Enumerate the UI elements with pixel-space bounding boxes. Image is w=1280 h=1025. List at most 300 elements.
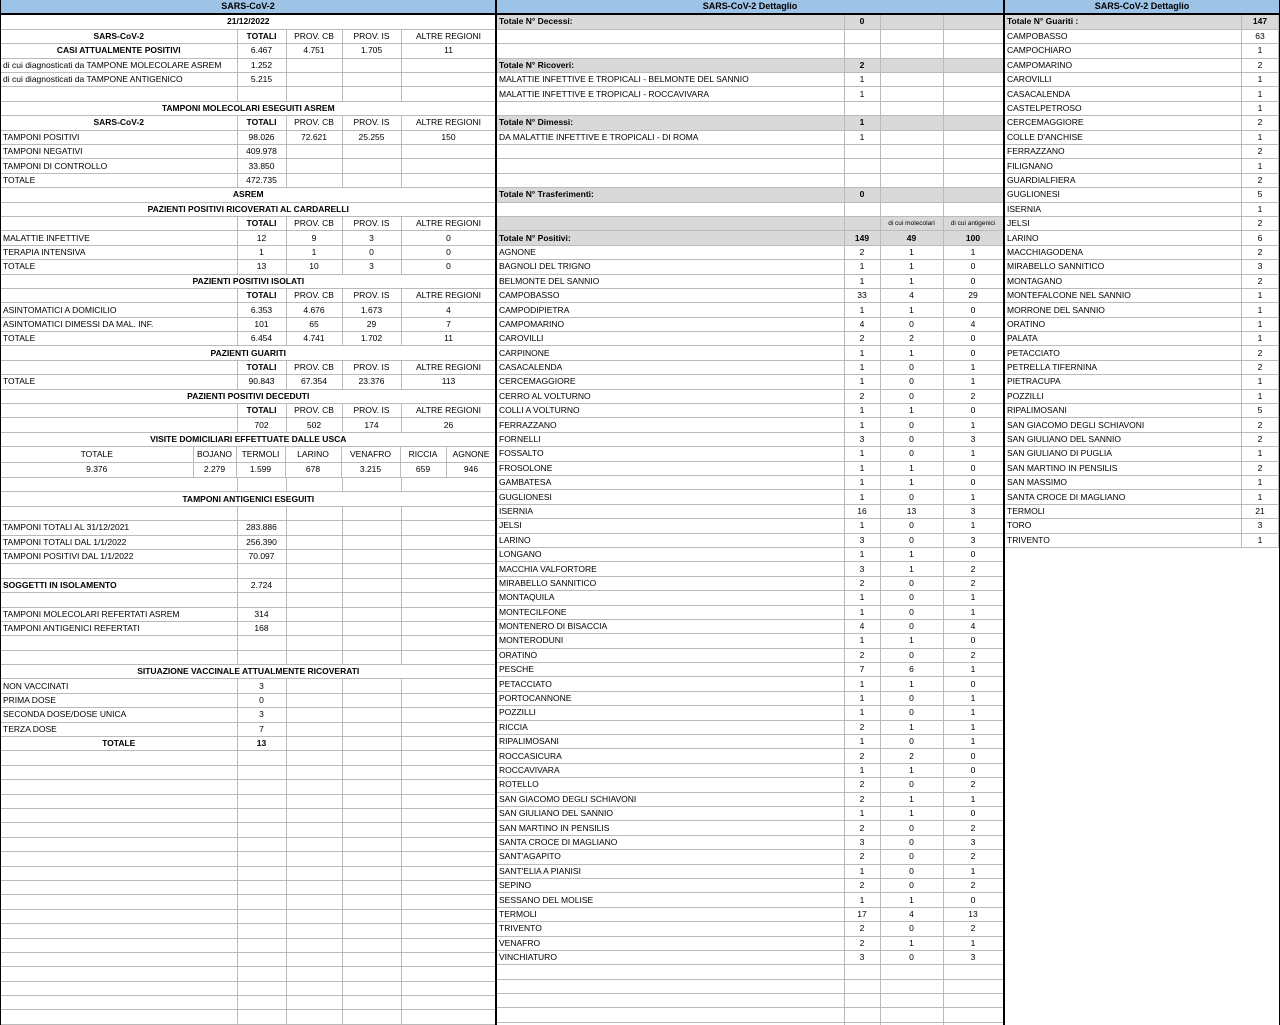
table-cell: TAMPONI TOTALI AL 31/12/2021 [1,521,237,535]
comune-row [497,735,1003,749]
comune-row [497,332,1003,346]
table-cell: di cui diagnosticati da TAMPONE MOLECOLARE ASREM [1,58,237,72]
table-cell: 314 [237,607,286,621]
table-cell: 17 [844,907,880,921]
table-cell [844,216,880,230]
comune-row [497,936,1003,950]
table-cell [342,173,401,187]
table-cell: CASACALENDA [1005,87,1241,101]
table-cell: SANTA CROCE DI MAGLIANO [497,835,844,849]
table-cell [401,506,496,520]
table-cell: 7 [401,317,496,331]
table-cell: CASACALENDA [497,360,844,374]
table-cell: 0 [943,461,1003,475]
total-row [497,188,1003,202]
table-cell: 1 [1241,317,1278,331]
table-cell [237,952,286,966]
table-cell: TAMPONI POSITIVI DAL 1/1/2022 [1,549,237,563]
table-cell [286,952,342,966]
table-cell: 2 [943,778,1003,792]
table-cell [342,880,401,894]
table-cell [342,535,401,549]
table-cell: TOTALI [237,29,286,43]
summary-panel [0,0,497,1025]
comune-row [497,519,1003,533]
table-row [1,58,496,72]
table-cell: 2 [1241,346,1278,360]
table-cell: SAN MARTINO IN PENSILIS [497,821,844,835]
table-cell: TRIVENTO [497,922,844,936]
table-cell: 0 [880,375,943,389]
comune-row [497,691,1003,705]
table-cell: 0 [401,245,496,259]
table-cell: TAMPONI NEGATIVI [1,145,237,159]
blank-row [1,808,496,822]
table-cell [1,478,237,492]
table-cell: TOTALI [237,404,286,418]
table-cell: 5.215 [237,73,286,87]
table-cell: GUGLIONESI [1005,188,1241,202]
table-cell: PETRELLA TIFERNINA [1005,360,1241,374]
table-cell: 1 [1241,332,1278,346]
table-cell: 2 [844,878,880,892]
table-cell [286,794,342,808]
table-cell [342,924,401,938]
table-cell: 1 [880,806,943,820]
table-cell [342,578,401,592]
table-cell: CARPINONE [497,346,844,360]
usca-value: VENAFRO [341,447,400,461]
table-row [1,418,496,432]
table-cell [401,549,496,563]
table-cell [237,924,286,938]
table-cell: 1 [880,476,943,490]
table-cell [497,44,844,58]
blank-row [1,650,496,664]
table-cell [401,751,496,765]
table-cell: 1 [943,720,1003,734]
blank-row [1,506,496,520]
blank-row [1,952,496,966]
table-cell: MONTEFALCONE NEL SANNIO [1005,288,1241,302]
table-cell [342,996,401,1010]
table-cell [844,29,880,43]
table-cell: 3 [943,504,1003,518]
table-cell [943,116,1003,130]
table-cell: 4.751 [286,44,342,58]
table-cell [401,650,496,664]
table-cell [844,159,880,173]
table-cell [342,159,401,173]
table-cell: 0 [880,778,943,792]
table-cell: PIETRACUPA [1005,375,1241,389]
table-cell: PETACCIATO [1005,346,1241,360]
table-cell: 23.376 [342,375,401,389]
table-cell [342,58,401,72]
table-cell: 2 [844,389,880,403]
table-cell: 6.353 [237,303,286,317]
table-cell [1,808,237,822]
usca-value: LARINO [285,447,341,461]
usca-value: 659 [400,463,446,477]
blank-row [1,593,496,607]
table-cell: 3 [342,231,401,245]
blank-row [1,895,496,909]
table-cell: TOTALI [237,288,286,302]
table-cell: MIRABELLO SANNITICO [497,576,844,590]
table-cell: ROTELLO [497,778,844,792]
table-cell: PROV. IS [342,29,401,43]
table-cell: 4 [943,619,1003,633]
header-row [1,288,496,302]
table-cell [342,87,401,101]
table-cell: 3 [844,562,880,576]
table-cell: 2 [943,878,1003,892]
table-cell: 1 [844,375,880,389]
table-cell [1,967,237,981]
table-cell [342,780,401,794]
comune-row [1005,389,1279,403]
table-cell [286,636,342,650]
table-cell: 21 [1241,504,1278,518]
comune-row [1005,130,1279,144]
table-cell: 7 [844,663,880,677]
usca-cell [1,462,496,477]
table-cell [286,722,342,736]
table-cell [286,650,342,664]
table-cell: 3 [237,708,286,722]
table-cell: GAMBATESA [497,476,844,490]
table-cell [497,1008,844,1022]
comune-row [497,461,1003,475]
table-cell: TOTALE [1,332,237,346]
table-cell: RICCIA [497,720,844,734]
comune-row [497,432,1003,446]
table-cell: SANTA CROCE DI MAGLIANO [1005,490,1241,504]
comune-row [1005,346,1279,360]
table-cell: 1 [943,375,1003,389]
table-cell: 1 [943,490,1003,504]
section-row [1,665,496,679]
table-cell [1,823,237,837]
table-cell: di cui antigenici [943,216,1003,230]
table-row [1,621,496,635]
table-cell [401,535,496,549]
table-cell [880,101,943,115]
table-cell [237,636,286,650]
usca-value: 2.279 [193,463,236,477]
table-cell [286,621,342,635]
blank-row [1,909,496,923]
table-cell: 2 [943,562,1003,576]
table-cell: 0 [880,835,943,849]
table-cell: 2 [1241,245,1278,259]
table-cell: 6 [1241,231,1278,245]
table-cell: 2 [844,821,880,835]
table-cell [237,823,286,837]
blank-row [1,1010,496,1024]
table-cell: PROV. IS [342,216,401,230]
table-row [1,245,496,259]
comune-row [1005,202,1279,216]
table-row [1,173,496,187]
table-cell: MIRABELLO SANNITICO [1005,260,1241,274]
table-cell: MACCHIA VALFORTORE [497,562,844,576]
table-cell [1,895,237,909]
blank-row [1,837,496,851]
table-cell [342,506,401,520]
table-cell: 0 [342,245,401,259]
table-cell [943,188,1003,202]
table-cell [342,621,401,635]
comune-row [497,778,1003,792]
table-cell: 2 [943,850,1003,864]
table-cell [880,965,943,979]
table-cell: 13 [880,504,943,518]
comune-row [497,389,1003,403]
table-cell [286,808,342,822]
table-cell: 6 [880,663,943,677]
table-cell: 1 [844,130,880,144]
table-cell [943,29,1003,43]
positivi-header-row [497,216,1003,230]
table-cell: 49 [880,231,943,245]
table-cell [237,751,286,765]
table-cell [1,1010,237,1024]
table-cell: 149 [844,231,880,245]
table-cell: 29 [342,317,401,331]
table-cell: 3 [844,835,880,849]
table-cell [401,967,496,981]
table-cell: MALATTIE INFETTIVE E TROPICALI - ROCCAVIVARA [497,87,844,101]
comune-row [1005,303,1279,317]
table-cell: 5 [1241,404,1278,418]
table-cell: CAMPOBASSO [497,288,844,302]
table-cell: Totale N° Guariti : [1005,15,1241,29]
table-cell [286,506,342,520]
table-cell: 1 [844,404,880,418]
table-cell [401,636,496,650]
table-cell [1,87,237,101]
table-cell [1,418,237,432]
table-cell [286,693,342,707]
blank-row [1,794,496,808]
table-cell [880,159,943,173]
table-cell: ISERNIA [1005,202,1241,216]
table-cell [1,981,237,995]
table-cell: TOTALE [1,173,237,187]
table-cell: MACCHIAGODENA [1005,245,1241,259]
table-cell [880,58,943,72]
table-cell: 1 [844,260,880,274]
table-cell [880,116,943,130]
comune-row [497,547,1003,561]
table-cell: LONGANO [497,547,844,561]
table-cell: 2 [1241,173,1278,187]
table-cell [1,216,237,230]
table-cell [880,44,943,58]
table-cell: ALTRE REGIONI [401,360,496,374]
section-row [1,15,496,29]
table-cell [401,852,496,866]
table-cell: 256.390 [237,535,286,549]
table-cell [943,1008,1003,1022]
table-cell: SAN GIULIANO DEL SANNIO [497,806,844,820]
table-cell: 1 [943,792,1003,806]
table-cell [497,202,844,216]
table-cell [342,679,401,693]
table-cell: 2 [943,648,1003,662]
blank-row [1,823,496,837]
table-cell: TERMOLI [497,907,844,921]
table-cell [1,636,237,650]
table-cell: 0 [880,950,943,964]
comune-row [1005,145,1279,159]
table-cell: 0 [943,404,1003,418]
table-cell: 1 [1241,303,1278,317]
table-cell: 13 [237,260,286,274]
total-row [497,116,1003,130]
table-cell [237,478,286,492]
table-cell: 4.741 [286,332,342,346]
table-cell: 1 [844,677,880,691]
comune-row [1005,29,1279,43]
table-cell: BAGNOLI DEL TRIGNO [497,260,844,274]
section-title: PAZIENTI POSITIVI DECEDUTI [1,389,496,403]
comune-row [1005,188,1279,202]
table-cell: 1.702 [342,332,401,346]
table-cell: 70.097 [237,549,286,563]
blank-row [497,202,1003,216]
table-cell: PROV. IS [342,288,401,302]
table-cell: TAMPONI MOLECOLARI REFERTATI ASREM [1,607,237,621]
table-cell [401,866,496,880]
table-cell: 3 [844,533,880,547]
table-cell: TAMPONI POSITIVI [1,130,237,144]
section-row [1,432,496,446]
table-cell [342,751,401,765]
table-cell: ALTRE REGIONI [401,216,496,230]
table-cell [943,202,1003,216]
table-cell [342,909,401,923]
table-cell: PROV. IS [342,116,401,130]
table-cell: 1 [943,418,1003,432]
table-cell: FERRAZZANO [497,418,844,432]
comune-row [497,360,1003,374]
table-cell: 1.252 [237,58,286,72]
table-row [1,317,496,331]
table-cell [1,952,237,966]
usca-value: 1.599 [236,463,285,477]
table-cell: 72.621 [286,130,342,144]
section-row [1,346,496,360]
table-cell: SANT'AGAPITO [497,850,844,864]
table-cell [237,938,286,952]
table-cell [342,794,401,808]
table-cell: SEPINO [497,878,844,892]
table-cell: PROV. CB [286,288,342,302]
comune-row [1005,44,1279,58]
table-cell: 283.886 [237,521,286,535]
comune-row [1005,490,1279,504]
table-cell [401,578,496,592]
comune-row [1005,159,1279,173]
table-cell: 0 [880,691,943,705]
table-row [1,607,496,621]
comune-row [1005,101,1279,115]
table-cell: 1 [286,245,342,259]
table-cell: SAN GIULIANO DEL SANNIO [1005,432,1241,446]
section-title: PAZIENTI POSITIVI RICOVERATI AL CARDARELLI [1,202,496,216]
table-row [1,521,496,535]
usca-value: 9.376 [1,463,193,477]
table-cell [342,593,401,607]
table-cell [401,880,496,894]
comune-row [497,663,1003,677]
guariti-total-row [1005,15,1279,29]
section-row [1,101,496,115]
table-cell: RIPALIMOSANI [1005,404,1241,418]
table-cell: POZZILLI [1005,389,1241,403]
table-cell: 2 [844,648,880,662]
table-cell: 7 [237,722,286,736]
table-cell [286,607,342,621]
table-cell [342,549,401,563]
table-cell: 1 [237,245,286,259]
table-cell: 2 [844,749,880,763]
table-cell: 409.978 [237,145,286,159]
table-cell [237,808,286,822]
table-cell: JELSI [497,519,844,533]
section-row [1,389,496,403]
table-cell: VENAFRO [497,936,844,950]
table-cell: di cui diagnosticati da TAMPONE ANTIGENICO [1,73,237,87]
comune-row [1005,173,1279,187]
comune-row [497,878,1003,892]
table-cell: 1 [880,634,943,648]
comune-row [1005,231,1279,245]
blank-row [497,994,1003,1008]
table-cell [880,202,943,216]
section-row [1,188,496,202]
table-cell [401,679,496,693]
comune-row [497,806,1003,820]
table-cell [237,895,286,909]
comune-row [497,864,1003,878]
table-cell [943,87,1003,101]
table-cell [1,938,237,952]
table-cell: CAMPODIPIETRA [497,303,844,317]
blank-row [1,478,496,492]
table-cell: PROV. CB [286,216,342,230]
table-cell: 4 [880,288,943,302]
table-cell: 11 [401,332,496,346]
table-cell [943,145,1003,159]
table-cell: SAN GIACOMO DEGLI SCHIAVONI [497,792,844,806]
table-cell [237,866,286,880]
comune-row [1005,260,1279,274]
comune-row [1005,404,1279,418]
blank-row [497,1008,1003,1022]
table-cell: 0 [880,922,943,936]
table-cell: SOGGETTI IN ISOLAMENTO [1,578,237,592]
table-cell [286,708,342,722]
table-cell: MONTAQUILA [497,591,844,605]
table-cell: 1 [844,691,880,705]
table-cell: 2 [1241,432,1278,446]
comune-row [1005,533,1279,547]
comune-row [497,634,1003,648]
